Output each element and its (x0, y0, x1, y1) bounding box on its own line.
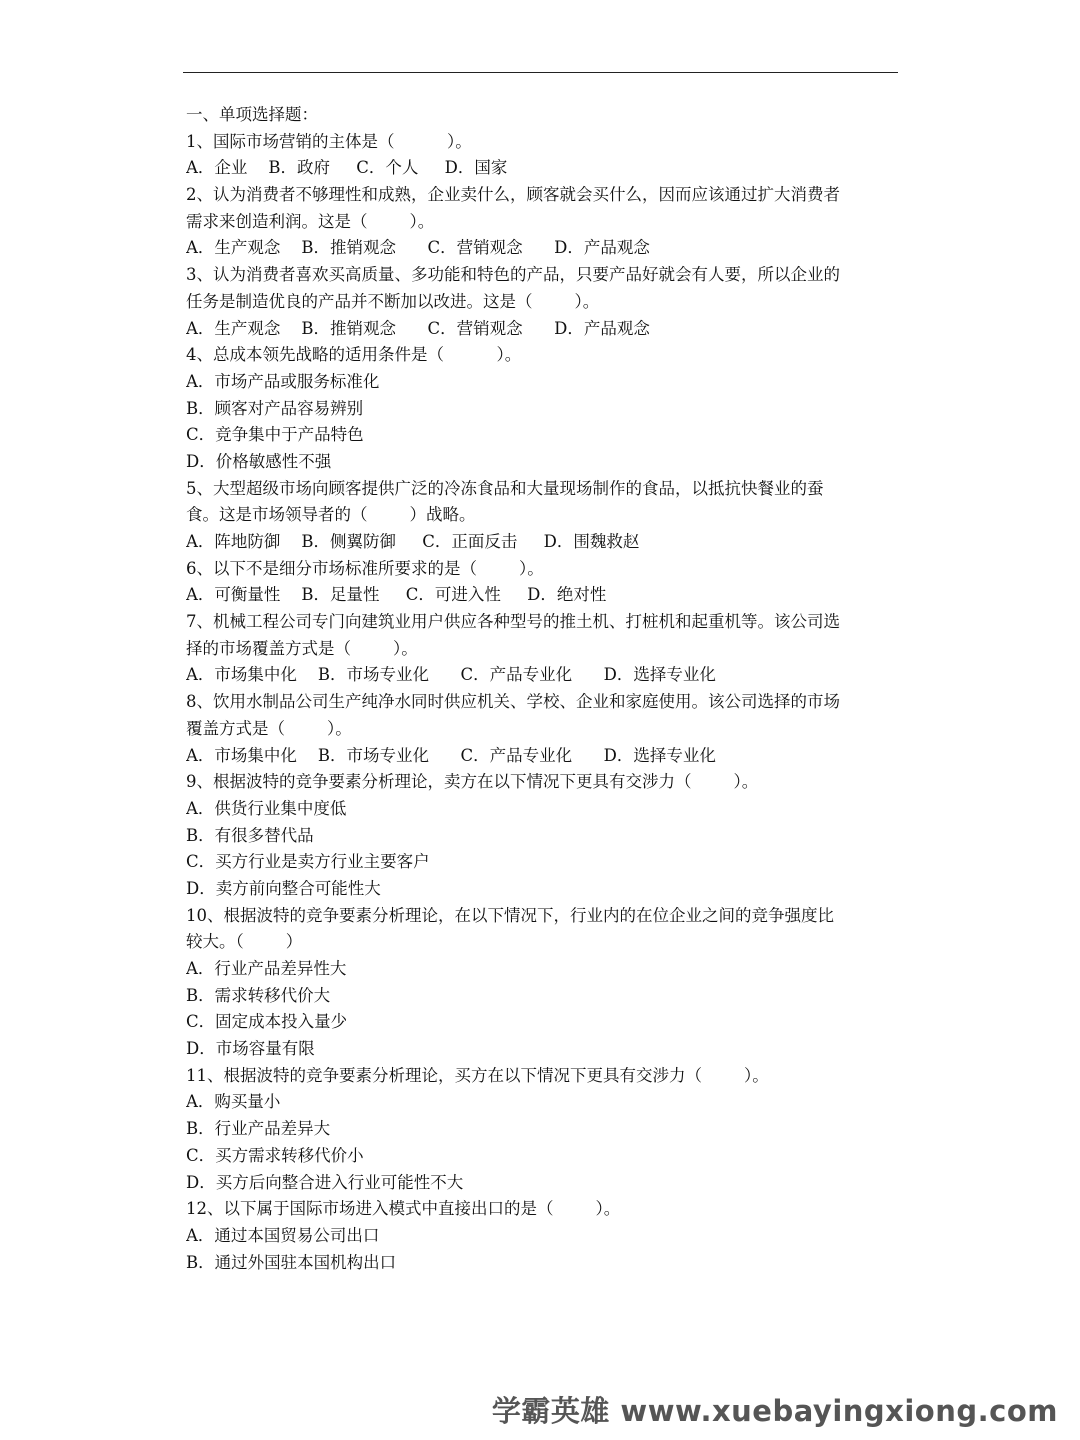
text-line: A．阵地防御 B．侧翼防御 C．正面反击 D．围魏救赵 (186, 532, 640, 551)
text-line: A．市场产品或服务标准化 (186, 371, 380, 391)
text-line: 5、大型超级市场向顾客提供广泛的冷冻食品和大量现场制作的食品，以抵抗快餐业的蚕 (186, 478, 824, 498)
header-rule (183, 72, 898, 73)
text-line: 4、总成本领先战略的适用条件是（ ）。 (186, 345, 522, 365)
text-line: A．可衡量性 B．足量性 C．可进入性 D．绝对性 (186, 585, 607, 605)
text-line: C．买方行业是卖方行业主要客户 (186, 852, 430, 872)
text-line: 6、以下不是细分市场标准所要求的是（ ）。 (186, 558, 544, 578)
text-line: A．供货行业集中度低 (186, 798, 347, 818)
document-body (186, 102, 898, 1276)
text-line: A．市场集中化 B．市场专业化 C．产品专业化 D．选择专业化 (186, 665, 716, 685)
text-line: 9、根据波特的竞争要素分析理论，卖方在以下情况下更具有交涉力（ ）。 (186, 772, 759, 792)
text-line: D．价格敏感性不强 (186, 451, 332, 471)
text-line: 择的市场覆盖方式是（ ）。 (186, 638, 418, 658)
text-line: 10、根据波特的竞争要素分析理论，在以下情况下，行业内的在位企业之间的竞争强度比 (186, 905, 834, 925)
text-line: 较大。（ ） (186, 932, 303, 952)
text-line: A．市场集中化 B．市场专业化 C．产品专业化 D．选择专业化 (186, 745, 716, 765)
text-line: B．需求转移代价大 (186, 985, 331, 1005)
text-line: C．竞争集中于产品特色 (186, 425, 364, 445)
text-line: 2、认为消费者不够理性和成熟，企业卖什么，顾客就会买什么，因而应该通过扩大消费者 (186, 185, 840, 205)
text-line: A．生产观念 B．推销观念 C．营销观念 D．产品观念 (186, 318, 650, 338)
text-line: D．卖方前向整合可能性大 (186, 878, 381, 898)
text-line: 覆盖方式是（ ）。 (186, 718, 352, 738)
text-line: 11、根据波特的竞争要素分析理论，买方在以下情况下更具有交涉力（ ）。 (186, 1065, 769, 1085)
text-line: A．行业产品差异性大 (186, 959, 347, 978)
text-line: B．通过外国驻本国机构出口 (186, 1252, 397, 1272)
text-line: 3、认为消费者喜欢买高质量、多功能和特色的产品，只要产品好就会有人要，所以企业的 (186, 265, 840, 285)
text-line: A．购买量小 (186, 1092, 281, 1112)
text-line: D．买方后向整合进入行业可能性不大 (186, 1172, 464, 1192)
text-line: D．市场容量有限 (186, 1039, 315, 1059)
section-heading: 一、单项选择题： (186, 105, 318, 124)
text-line: 需求来创造利润。这是（ ）。 (186, 211, 435, 231)
text-line: 任务是制造优良的产品并不断加以改进。这是（ ）。 (186, 291, 600, 311)
text-line: 7、机械工程公司专门向建筑业用户供应各种型号的推土机、打桩机和起重机等。该公司选 (186, 612, 840, 632)
text-line: C．固定成本投入量少 (186, 1012, 348, 1032)
text-line: C．买方需求转移代价小 (186, 1145, 364, 1165)
text-line: B．顾客对产品容易辨别 (186, 398, 364, 418)
text-line: 12、以下属于国际市场进入模式中直接出口的是（ ）。 (186, 1199, 621, 1219)
text-line: 8、饮用水制品公司生产纯净水同时供应机关、学校、企业和家庭使用。该公司选择的市场 (186, 692, 840, 712)
text-line: 食。这是市场领导者的（ ）战略。 (186, 505, 476, 525)
text-line: B．有很多替代品 (186, 825, 314, 845)
site-watermark: 学霸英雄 www.xuebayingxiong.com (491, 1394, 1058, 1428)
text-line: A．生产观念 B．推销观念 C．营销观念 D．产品观念 (186, 238, 650, 258)
text-line: B．行业产品差异大 (186, 1119, 331, 1139)
text-line: 1、国际市场营销的主体是（ ）。 (186, 131, 472, 151)
text-line: A．企业 B．政府 C．个人 D．国家 (186, 158, 508, 178)
text-line: A．通过本国贸易公司出口 (186, 1225, 380, 1245)
